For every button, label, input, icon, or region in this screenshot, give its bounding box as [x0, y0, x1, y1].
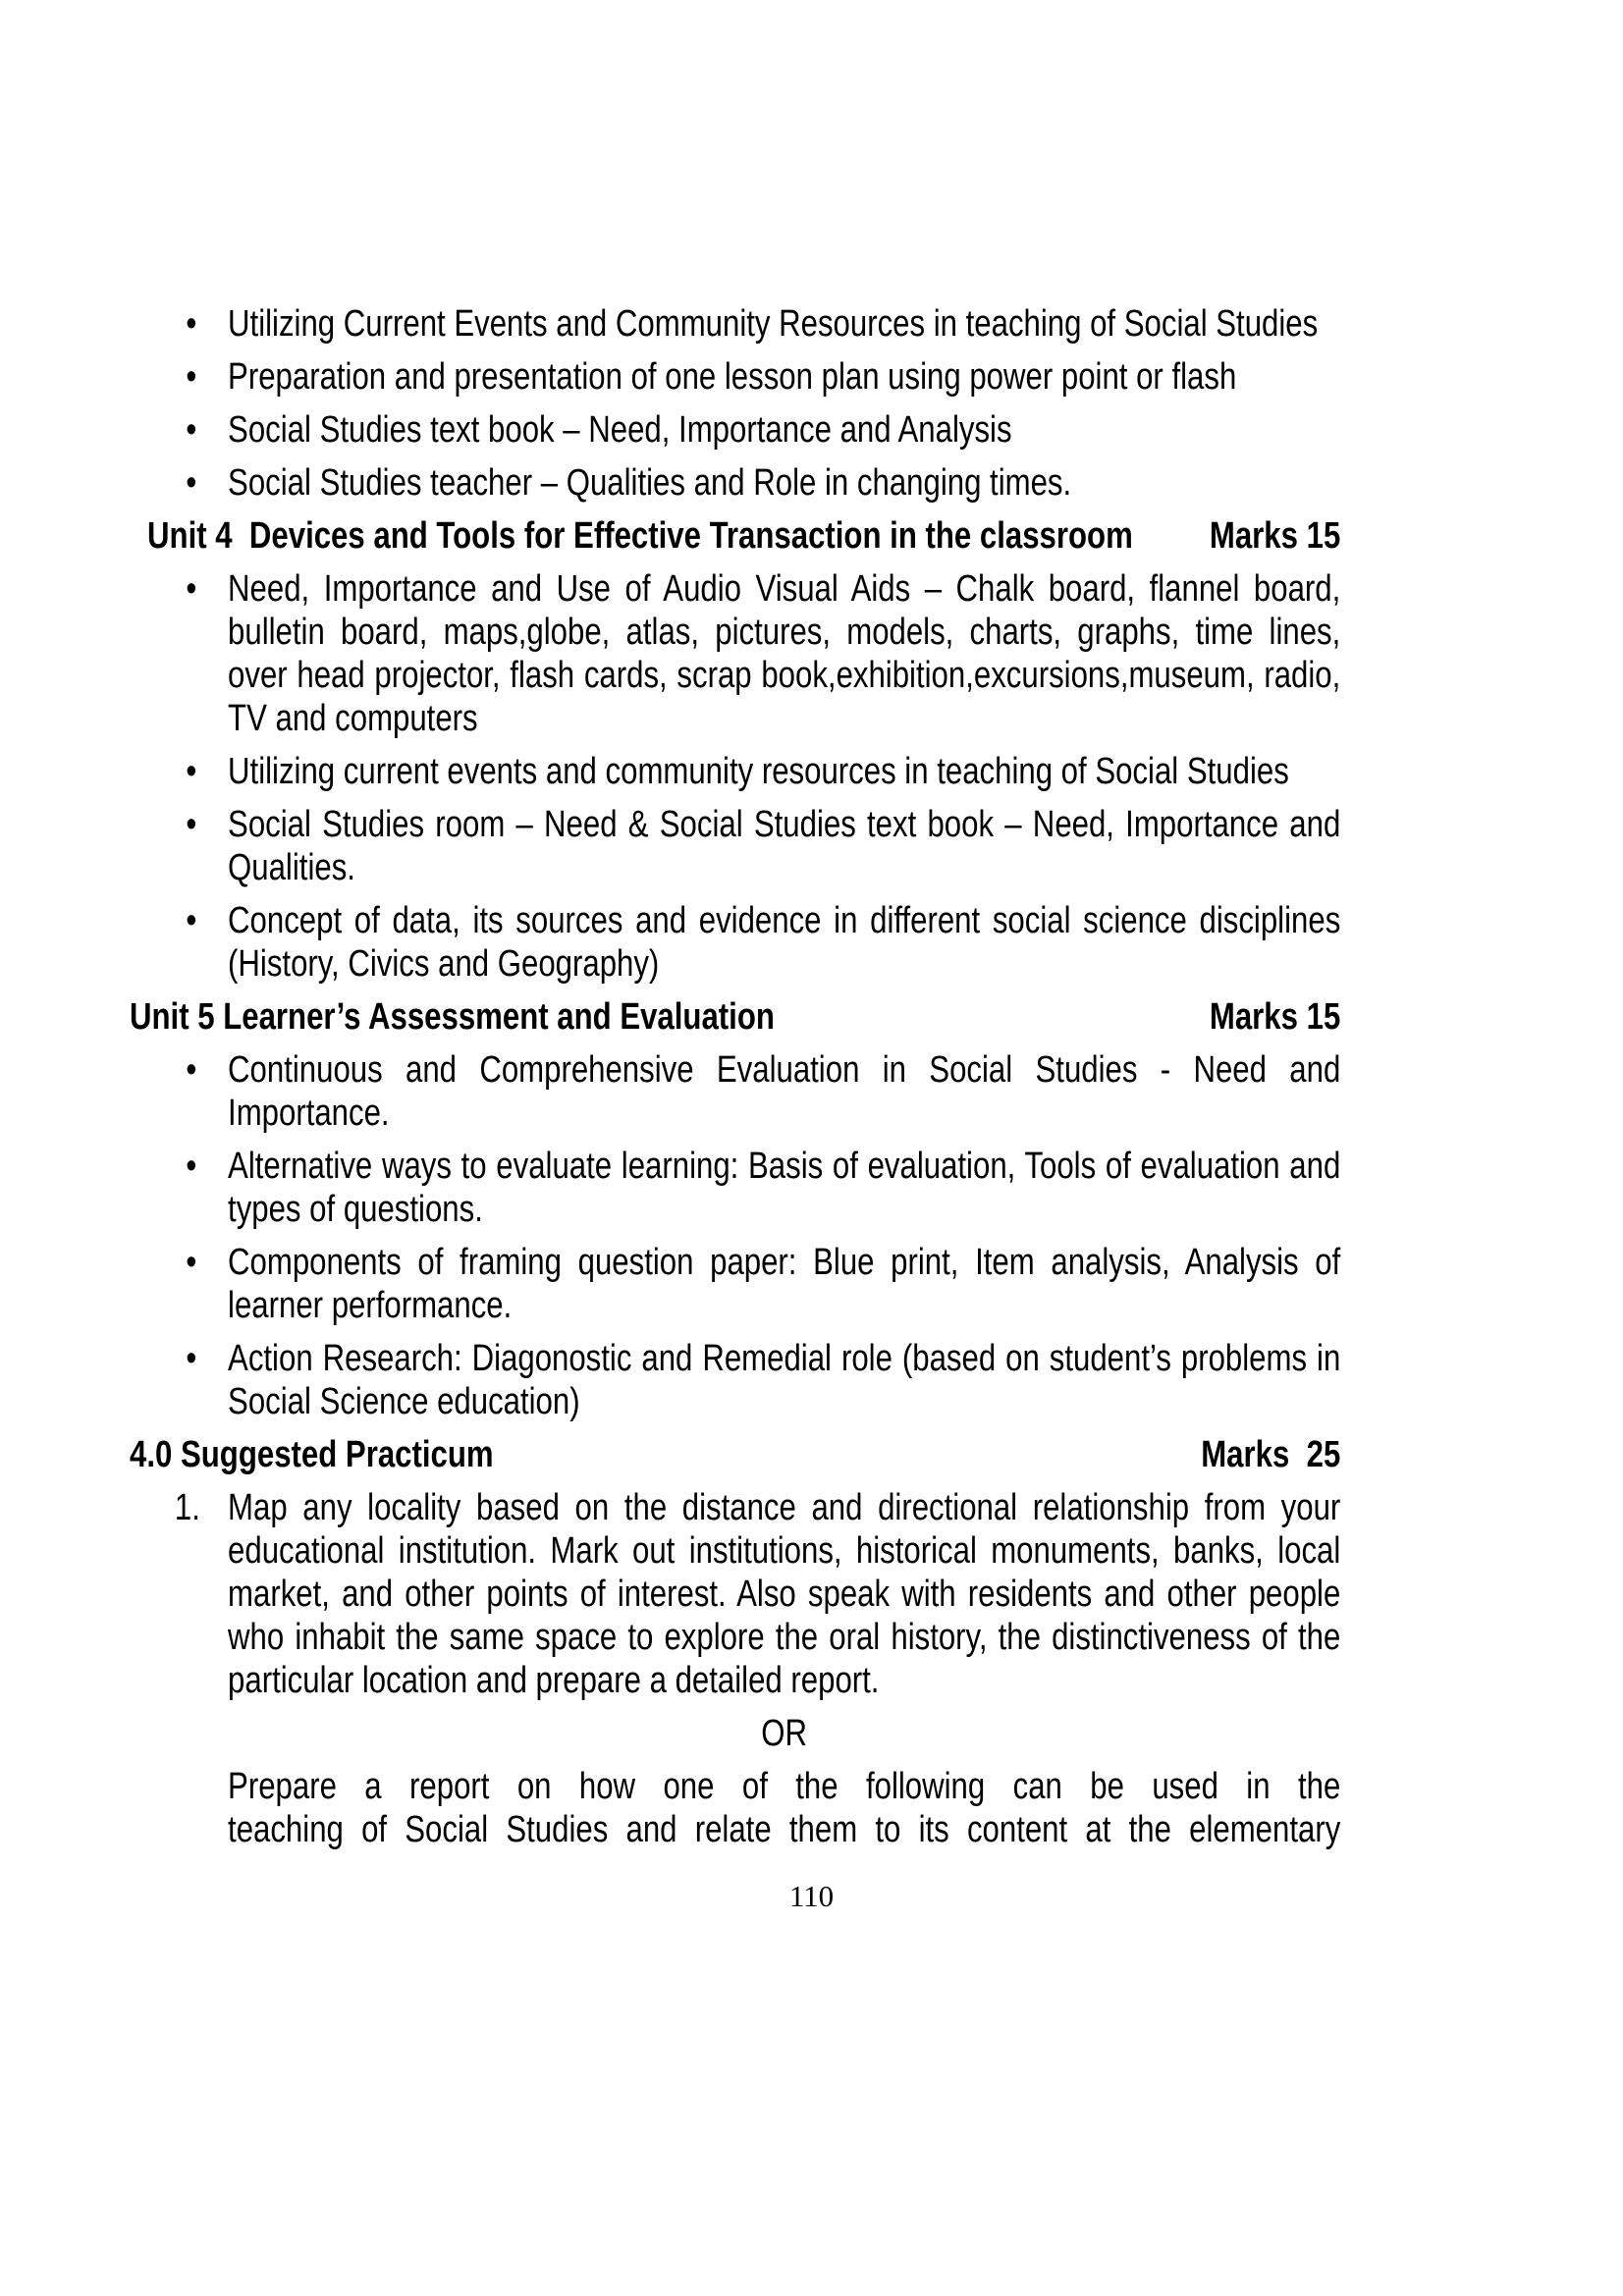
list-item [130, 1048, 1340, 1135]
bullet-icon: • [186, 804, 197, 845]
list-item [130, 302, 1340, 346]
bullet-icon: • [186, 462, 197, 504]
bullet-text: Components of framing question paper: Blue print, Item analysis, Analysis of learner performance. [228, 1242, 1341, 1326]
continuation-line: teaching of Social Studies and relate them to its content at the elementary [228, 1809, 1341, 1850]
unit-5-marks: Marks 15 [1209, 996, 1341, 1038]
bullet-text: Preparation and presentation of one lesson plan using power point or flash [228, 356, 1237, 398]
bullet-text: Need, Importance and Use of Audio Visual Aids – Chalk board, flannel board, bulletin board, maps,globe, atlas, pictures, models, charts, graphs, time lines, over head projector, flash cards, scrap book,exhibition,excursions,museum, radio, TV and computers [228, 568, 1341, 739]
list-item [130, 1145, 1340, 1231]
numbered-item [130, 1486, 1340, 1702]
bullet-text: Concept of data, its sources and evidence in different social science disciplines (History, Civics and Geography) [228, 900, 1341, 985]
list-item [130, 899, 1340, 986]
bullet-icon: • [186, 1049, 197, 1091]
practicum-heading: 4.0 Suggested Practicum [130, 1434, 494, 1475]
bullet-text: Social Studies room – Need & Social Studies text book – Need, Importance and Qualities. [228, 804, 1341, 888]
unit-4-marks: Marks 15 [1209, 515, 1341, 557]
practicum-heading-row [130, 1433, 1340, 1476]
list-item [130, 750, 1340, 793]
bullet-text: Utilizing Current Events and Community Resources in teaching of Social Studies [228, 303, 1319, 345]
list-item [130, 461, 1340, 505]
unit-4-bullet-list [130, 567, 1340, 986]
intro-bullet-list [130, 302, 1340, 505]
unit-5-bullet-list [130, 1048, 1340, 1423]
bullet-text: Action Research: Diagonostic and Remedial role (based on student’s problems in Social Science education) [228, 1338, 1341, 1422]
bullet-icon: • [186, 303, 197, 345]
bullet-text: Utilizing current events and community resources in teaching of Social Studies [228, 751, 1289, 792]
unit-4-heading: Unit 4 Devices and Tools for Effective Transaction in the classroom [147, 515, 1133, 557]
item-text: Map any locality based on the distance and directional relationship from your educational institution. Mark out institutions, historical monuments, banks, local market, and other points of interest. Also speak with residents and other people who inhabit the same space to explore the oral history, the distinctiveness of the particular location and prepare a detailed report. [228, 1487, 1341, 1701]
bullet-icon: • [186, 1338, 197, 1379]
bullet-icon: • [186, 409, 197, 451]
practicum-marks: Marks 25 [1201, 1434, 1341, 1475]
page-number: 110 [788, 1879, 835, 1913]
bullet-icon: • [186, 900, 197, 941]
bullet-text: Social Studies text book – Need, Importance and Analysis [228, 409, 1012, 451]
unit-5-heading-row [130, 995, 1340, 1039]
unit-4-heading-row [130, 514, 1340, 558]
list-item [130, 1337, 1340, 1423]
bullet-icon: • [186, 356, 197, 398]
bullet-icon: • [186, 1146, 197, 1187]
document-page [130, 0, 1340, 1851]
continuation-line: Prepare a report on how one of the following can be used in the [228, 1766, 1341, 1807]
list-item [130, 567, 1340, 740]
list-item [130, 408, 1340, 452]
or-separator: OR [761, 1713, 808, 1754]
list-item [130, 355, 1340, 399]
unit-5-heading: Unit 5 Learner’s Assessment and Evaluation [130, 996, 775, 1038]
bullet-text: Social Studies teacher – Qualities and Role in changing times. [228, 462, 1072, 504]
item-number: 1. [174, 1487, 200, 1528]
bullet-text: Alternative ways to evaluate learning: Basis of evaluation, Tools of evaluation and types of questions. [228, 1146, 1341, 1230]
list-item [130, 803, 1340, 889]
bullet-text: Continuous and Comprehensive Evaluation in Social Studies - Need and Importance. [228, 1049, 1341, 1134]
bullet-icon: • [186, 1242, 197, 1283]
list-item [130, 1241, 1340, 1327]
bullet-icon: • [186, 568, 197, 610]
bullet-icon: • [186, 751, 197, 792]
